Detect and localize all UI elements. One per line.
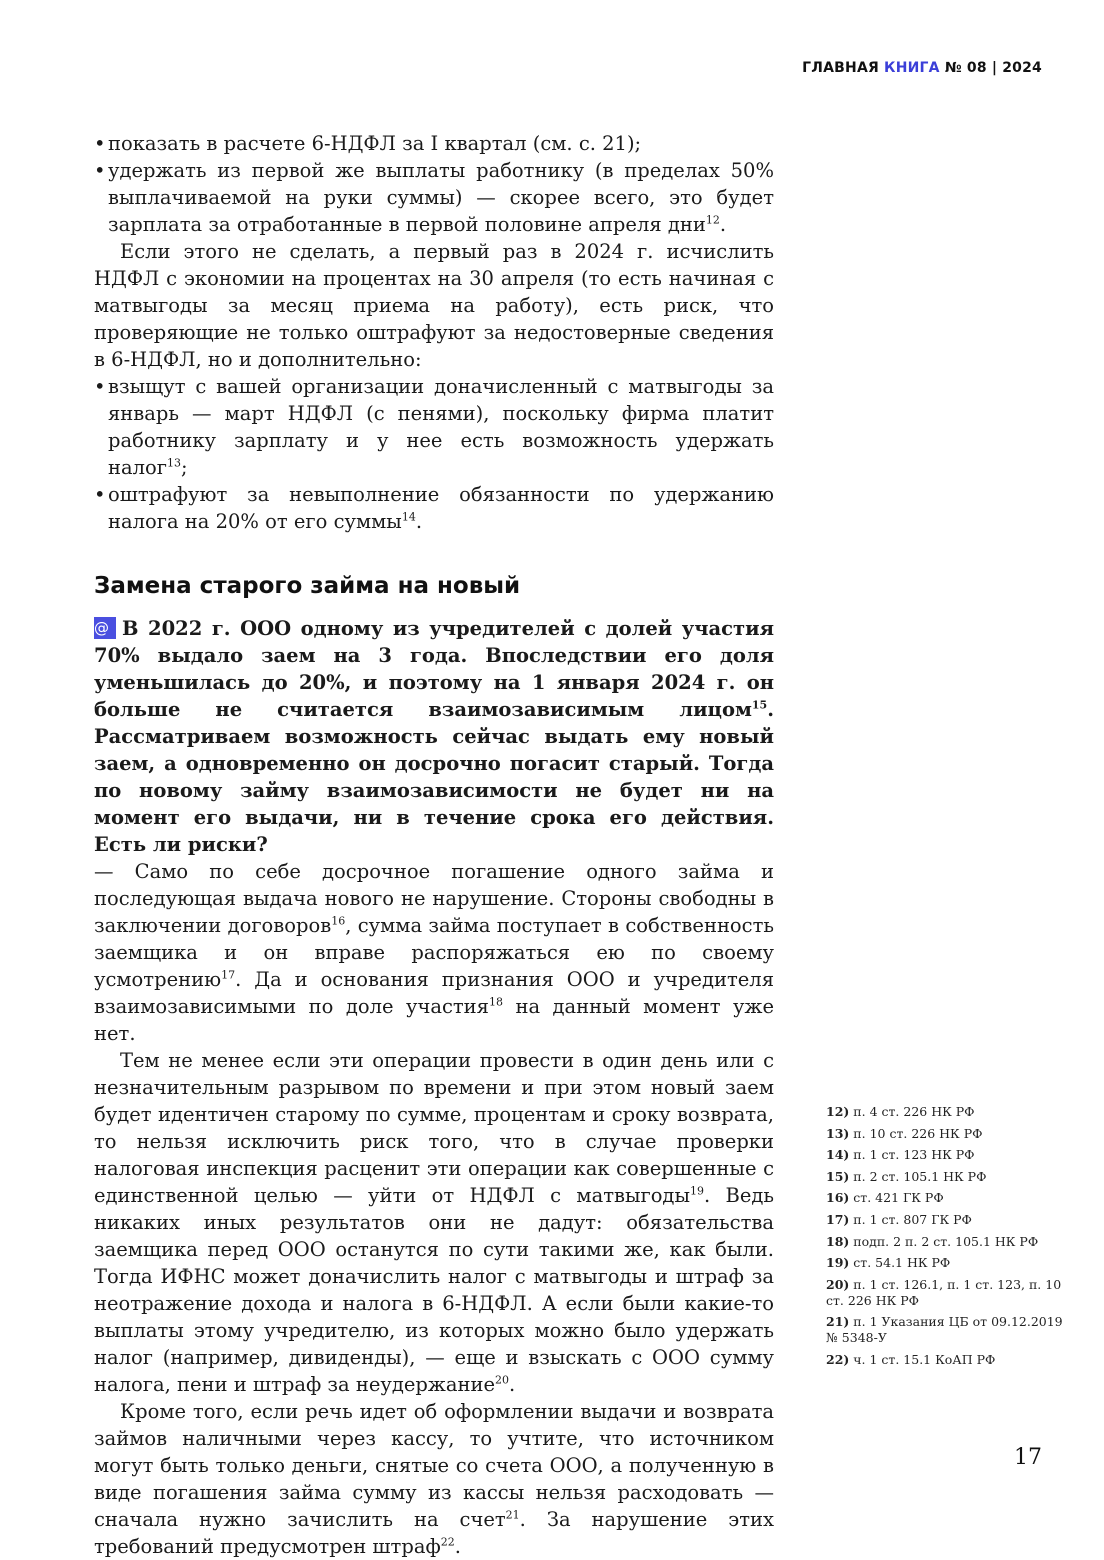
footnote: 20) п. 1 ст. 126.1, п. 1 ст. 123, п. 10 ст. 226 НК РФ (826, 1276, 1062, 1308)
footnotes-column (826, 1104, 1066, 1374)
footnote: 16) ст. 421 ГК РФ (826, 1190, 944, 1206)
section-title: Замена старого займа на новый (94, 573, 521, 599)
page-number: 17 (1014, 1445, 1042, 1470)
footnote-ref: 15 (751, 698, 768, 712)
footnote: 18) подп. 2 п. 2 ст. 105.1 НК РФ (826, 1233, 1039, 1249)
footnote-ref: 17 (221, 968, 236, 982)
list-item: • показать в расчете 6-НДФЛ за I квартал (см. с. 21); (94, 130, 774, 157)
paragraph: Кроме того, если речь идет об оформлении выдачи и возврата займов наличными через кассу, то учтите, что источником могут быть только деньги, снятые со счета ООО, а полученную в виде погашения займа сумму из кассы нельзя расходовать — сначала нужно зачислить на счет$^{21}$. За нарушение этих требований предусмотрен штраф$^{22}$. (94, 1400, 774, 1558)
footnote-ref: 19 (689, 1184, 704, 1198)
footnote-ref: 16 (331, 914, 346, 928)
footnote-ref: 20 (495, 1373, 509, 1387)
paragraph: Если этого не сделать, а первый раз в 2024 г. исчислить НДФЛ с экономии на процентах на 30 апреля (то есть начиная с матвыгоды за месяц приема на работу), есть риск, что проверяющие не только оштрафуют за недостоверные сведения в 6-НДФЛ, но и дополнительно: (94, 240, 774, 371)
footnote-ref: 12 (705, 213, 720, 227)
footnote: 12) п. 4 ст. 226 НК РФ (826, 1104, 975, 1119)
footnote: 21) п. 1 Указания ЦБ от 09.12.2019 № 5348-У (826, 1314, 1063, 1346)
list-item: • удержать из первой же выплаты работнику (в пределах 50% выплачиваемой на руки суммы) — скорее всего, это будет зарплата за отработанные в первой половине апреля дни$^{12}$. (94, 157, 774, 238)
footnote-ref: 14 (401, 510, 416, 524)
list-item: • взыщут с вашей организации доначисленный с матвыгоды за январь — март НДФЛ (с пенями), поскольку фирма платит работнику зарплату и у нее есть возможность удержать налог$^{13}$; (94, 373, 774, 481)
brand-main: ГЛАВНАЯ (802, 60, 879, 76)
bullet-list-top (94, 130, 774, 238)
at-icon: @ (94, 617, 116, 639)
brand-accent: КНИГА (884, 60, 940, 76)
footnote-ref: 18 (488, 995, 503, 1009)
magazine-header (802, 60, 1042, 76)
footnote-ref: 13 (166, 456, 181, 470)
footnote: 14) п. 1 ст. 123 НК РФ (826, 1147, 975, 1163)
footnote-ref: 21 (505, 1508, 520, 1522)
footnote-ref: 22 (440, 1535, 455, 1549)
footnote: 17) п. 1 ст. 807 ГК РФ (826, 1211, 972, 1227)
bullet-list-bottom (94, 373, 774, 535)
paragraph: Тем не менее если эти операции провести в один день или с незначительным разрывом по времени и при этом новый заем будет идентичен старому по сумме, процентам и сроку возврата, то нельзя исключить риск того, что в случае проверки налоговая инспекция расценит эти операции как совершенные с единственной целью — уйти от НДФЛ с матвыгоды$^{19}$. Ведь никаких иных результатов они не дадут: обязательства заемщика перед ООО останутся по сути такими же, как были. Тогда ИФНС может доначислить налог с матвыгоды и штраф за неотражение дохода и налога в 6-НДФЛ. А если были какие-то выплаты этому учредителю, из которых можно было удержать налог (например, дивиденды), — еще и взыскать с ООО сумму налога, пени и штраф за неудержание$^{20}$. (94, 1049, 774, 1396)
list-item: • оштрафуют за невыполнение обязанности по удержанию налога на 20% от его суммы$^{14}$. (94, 481, 774, 535)
footnote: 13) п. 10 ст. 226 НК РФ (826, 1125, 983, 1141)
footnote: 15) п. 2 ст. 105.1 НК РФ (826, 1168, 987, 1184)
answer-paragraph: — Само по себе досрочное погашение одного займа и последующая выдача нового не нарушение. Стороны свободны в заключении договоров$^{16}$, сумма займа поступает в собственность заемщика и он вправе распоряжаться ею по своему усмотрению$^{17}$. Да и основания признания ООО и учредителя взаимозависимыми по доле участия$^{18}$ на данный момент уже нет. (94, 860, 775, 1045)
footnote: 22) ч. 1 ст. 15.1 КоАП РФ (826, 1351, 996, 1367)
main-column (94, 130, 774, 1560)
footnote: 19) ст. 54.1 НК РФ (826, 1255, 951, 1271)
reader-question: @ В 2022 г. ООО одному из учредителей с долей участия 70% выдало заем на 3 года. Впоследствии его доля уменьшилась до 20%, и поэтому на 1 января 2024 г. он больше не считается взаимозависимым лицом$^{15}$. Рассматриваем возможность сейчас выдать ему новый заем, а одновременно он досрочно погасит старый. Тогда по новому займу взаимозависимости не будет ни на момент его выдачи, ни в течение срока его действия. Есть ли риски? (94, 617, 774, 856)
issue-number: № 08 | 2024 (944, 60, 1042, 76)
